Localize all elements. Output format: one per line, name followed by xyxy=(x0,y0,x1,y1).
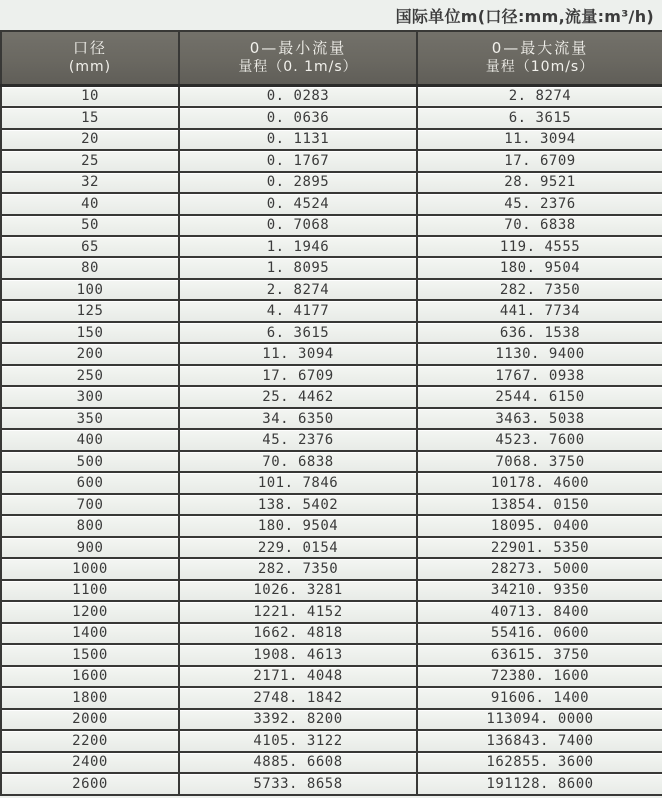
flow-range-table xyxy=(0,30,662,796)
cell-min-flow: 11. 3094 xyxy=(179,343,417,364)
cell-max-flow: 63615. 3750 xyxy=(417,644,662,665)
table-row xyxy=(1,236,662,257)
unit-note-bar xyxy=(0,0,662,30)
cell-diameter: 2400 xyxy=(1,752,179,773)
cell-max-flow: 2. 8274 xyxy=(417,85,662,107)
cell-min-flow: 2171. 4048 xyxy=(179,666,417,687)
cell-min-flow: 101. 7846 xyxy=(179,472,417,493)
cell-max-flow: 28273. 5000 xyxy=(417,558,662,579)
cell-diameter: 1400 xyxy=(1,623,179,644)
cell-max-flow: 72380. 1600 xyxy=(417,666,662,687)
cell-max-flow: 4523. 7600 xyxy=(417,429,662,450)
cell-min-flow: 0. 7068 xyxy=(179,215,417,236)
header-max-flow xyxy=(417,31,662,85)
cell-min-flow: 0. 1767 xyxy=(179,150,417,171)
cell-max-flow: 34210. 9350 xyxy=(417,580,662,601)
cell-max-flow: 22901. 5350 xyxy=(417,537,662,558)
cell-min-flow: 1662. 4818 xyxy=(179,623,417,644)
cell-diameter: 40 xyxy=(1,193,179,214)
cell-max-flow: 70. 6838 xyxy=(417,215,662,236)
cell-diameter: 800 xyxy=(1,515,179,536)
table-row xyxy=(1,386,662,407)
cell-min-flow: 1908. 4613 xyxy=(179,644,417,665)
header-diameter xyxy=(1,31,179,85)
cell-max-flow: 191128. 8600 xyxy=(417,773,662,795)
cell-min-flow: 1026. 3281 xyxy=(179,580,417,601)
cell-max-flow: 119. 4555 xyxy=(417,236,662,257)
cell-diameter: 300 xyxy=(1,386,179,407)
cell-min-flow: 1221. 4152 xyxy=(179,601,417,622)
header-min-flow-line1: 0—最小流量 xyxy=(249,39,347,58)
cell-max-flow: 113094. 0000 xyxy=(417,709,662,730)
table-row xyxy=(1,150,662,171)
table-row xyxy=(1,537,662,558)
cell-max-flow: 136843. 7400 xyxy=(417,730,662,751)
table-row xyxy=(1,300,662,321)
cell-diameter: 2600 xyxy=(1,773,179,795)
header-min-flow xyxy=(179,31,417,85)
table-row xyxy=(1,129,662,150)
table-row xyxy=(1,515,662,536)
cell-min-flow: 4885. 6608 xyxy=(179,752,417,773)
table-row xyxy=(1,644,662,665)
table-row xyxy=(1,666,662,687)
cell-max-flow: 17. 6709 xyxy=(417,150,662,171)
cell-max-flow: 40713. 8400 xyxy=(417,601,662,622)
cell-min-flow: 0. 4524 xyxy=(179,193,417,214)
cell-diameter: 1000 xyxy=(1,558,179,579)
table-title: 国际单位m(口径:mm,流量:m³/h) xyxy=(395,6,654,26)
cell-max-flow: 91606. 1400 xyxy=(417,687,662,708)
cell-max-flow: 45. 2376 xyxy=(417,193,662,214)
cell-max-flow: 3463. 5038 xyxy=(417,408,662,429)
cell-diameter: 65 xyxy=(1,236,179,257)
cell-max-flow: 1130. 9400 xyxy=(417,343,662,364)
cell-min-flow: 45. 2376 xyxy=(179,429,417,450)
cell-diameter: 1200 xyxy=(1,601,179,622)
cell-diameter: 100 xyxy=(1,279,179,300)
table-row xyxy=(1,730,662,751)
cell-diameter: 400 xyxy=(1,429,179,450)
table-row xyxy=(1,365,662,386)
table-row xyxy=(1,623,662,644)
cell-min-flow: 25. 4462 xyxy=(179,386,417,407)
cell-diameter: 500 xyxy=(1,451,179,472)
table-row xyxy=(1,773,662,795)
cell-min-flow: 229. 0154 xyxy=(179,537,417,558)
cell-diameter: 150 xyxy=(1,322,179,343)
header-min-flow-line2: 量程（0. 1m/s） xyxy=(238,58,358,75)
cell-diameter: 20 xyxy=(1,129,179,150)
table-row xyxy=(1,601,662,622)
table-row xyxy=(1,709,662,730)
table-row xyxy=(1,451,662,472)
cell-diameter: 600 xyxy=(1,472,179,493)
cell-min-flow: 0. 1131 xyxy=(179,129,417,150)
table-row xyxy=(1,322,662,343)
cell-diameter: 1800 xyxy=(1,687,179,708)
cell-min-flow: 0. 2895 xyxy=(179,172,417,193)
cell-min-flow: 2. 8274 xyxy=(179,279,417,300)
cell-max-flow: 13854. 0150 xyxy=(417,494,662,515)
cell-diameter: 1500 xyxy=(1,644,179,665)
cell-min-flow: 34. 6350 xyxy=(179,408,417,429)
cell-max-flow: 282. 7350 xyxy=(417,279,662,300)
cell-min-flow: 138. 5402 xyxy=(179,494,417,515)
cell-max-flow: 7068. 3750 xyxy=(417,451,662,472)
cell-diameter: 250 xyxy=(1,365,179,386)
cell-min-flow: 4105. 3122 xyxy=(179,730,417,751)
cell-min-flow: 2748. 1842 xyxy=(179,687,417,708)
cell-max-flow: 180. 9504 xyxy=(417,257,662,278)
table-row xyxy=(1,752,662,773)
table-row xyxy=(1,107,662,128)
cell-diameter: 80 xyxy=(1,257,179,278)
cell-diameter: 32 xyxy=(1,172,179,193)
table-row xyxy=(1,558,662,579)
cell-diameter: 25 xyxy=(1,150,179,171)
cell-max-flow: 636. 1538 xyxy=(417,322,662,343)
cell-max-flow: 18095. 0400 xyxy=(417,515,662,536)
cell-min-flow: 3392. 8200 xyxy=(179,709,417,730)
cell-diameter: 125 xyxy=(1,300,179,321)
table-row xyxy=(1,580,662,601)
cell-min-flow: 1. 1946 xyxy=(179,236,417,257)
cell-diameter: 15 xyxy=(1,107,179,128)
cell-min-flow: 70. 6838 xyxy=(179,451,417,472)
table-row xyxy=(1,494,662,515)
cell-diameter: 200 xyxy=(1,343,179,364)
cell-diameter: 1600 xyxy=(1,666,179,687)
cell-min-flow: 0. 0283 xyxy=(179,85,417,107)
header-max-flow-line1: 0—最大流量 xyxy=(491,39,589,58)
cell-max-flow: 55416. 0600 xyxy=(417,623,662,644)
cell-diameter: 350 xyxy=(1,408,179,429)
cell-max-flow: 162855. 3600 xyxy=(417,752,662,773)
table-row xyxy=(1,193,662,214)
table-row xyxy=(1,85,662,107)
cell-min-flow: 180. 9504 xyxy=(179,515,417,536)
table-row xyxy=(1,687,662,708)
header-max-flow-line2: 量程（10m/s） xyxy=(485,58,595,75)
cell-min-flow: 5733. 8658 xyxy=(179,773,417,795)
table-row xyxy=(1,472,662,493)
cell-min-flow: 6. 3615 xyxy=(179,322,417,343)
cell-max-flow: 441. 7734 xyxy=(417,300,662,321)
table-body xyxy=(1,85,662,795)
cell-min-flow: 0. 0636 xyxy=(179,107,417,128)
cell-max-flow: 10178. 4600 xyxy=(417,472,662,493)
table-row xyxy=(1,279,662,300)
cell-max-flow: 2544. 6150 xyxy=(417,386,662,407)
cell-min-flow: 282. 7350 xyxy=(179,558,417,579)
cell-diameter: 1100 xyxy=(1,580,179,601)
cell-diameter: 50 xyxy=(1,215,179,236)
table-row xyxy=(1,408,662,429)
table-row xyxy=(1,172,662,193)
header-diameter-line1: 口径 xyxy=(72,39,107,58)
table-row xyxy=(1,429,662,450)
table-row xyxy=(1,215,662,236)
cell-diameter: 900 xyxy=(1,537,179,558)
cell-diameter: 700 xyxy=(1,494,179,515)
cell-min-flow: 1. 8095 xyxy=(179,257,417,278)
cell-min-flow: 4. 4177 xyxy=(179,300,417,321)
cell-max-flow: 1767. 0938 xyxy=(417,365,662,386)
table-row xyxy=(1,257,662,278)
cell-max-flow: 6. 3615 xyxy=(417,107,662,128)
cell-min-flow: 17. 6709 xyxy=(179,365,417,386)
header-diameter-line2: (mm) xyxy=(68,58,112,75)
table-row xyxy=(1,343,662,364)
cell-max-flow: 11. 3094 xyxy=(417,129,662,150)
cell-diameter: 2000 xyxy=(1,709,179,730)
cell-max-flow: 28. 9521 xyxy=(417,172,662,193)
cell-diameter: 2200 xyxy=(1,730,179,751)
header-row xyxy=(1,31,662,85)
cell-diameter: 10 xyxy=(1,85,179,107)
